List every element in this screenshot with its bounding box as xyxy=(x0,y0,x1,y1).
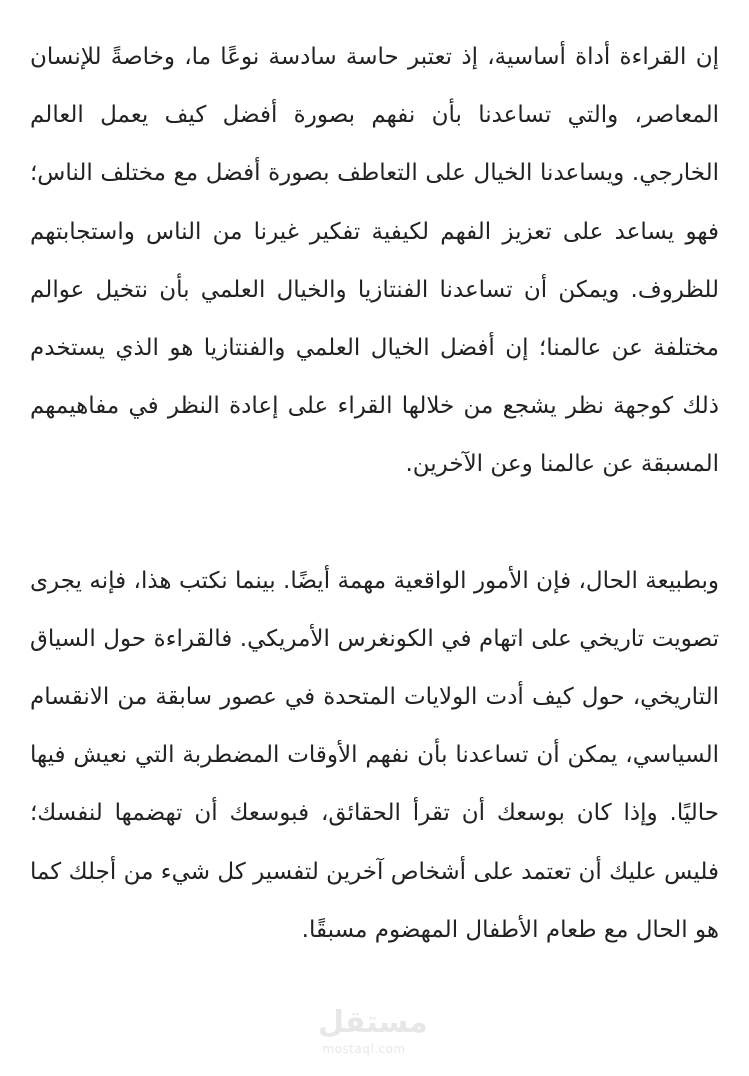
paragraph-1: إن القراءة أداة أساسية، إذ تعتبر حاسة سادسة نوعًا ما، وخاصةً للإنسان المعاصر، والتي تساعدنا بأن نفهم بصورة أفضل كيف يعمل العالم الخارجي. ويساعدنا الخيال على التعاطف بصورة أفضل مع مختلف الناس؛ فهو يساعد على تعزيز الفهم لكيفية تفكير غيرنا من الناس واستجابتهم للظروف. ويمكن أن تساعدنا الفنتازيا والخيال العلمي بأن نتخيل عوالم مختلفة عن عالمنا؛ إن أفضل الخيال العلمي والفنتازيا هو الذي يستخدم ذلك كوجهة نظر يشجع من خلالها القراء على إعادة النظر في مفاهيمهم المسبقة عن عالمنا وعن الآخرين. xyxy=(30,44,719,478)
watermark-main-text: مستقل xyxy=(318,1005,428,1040)
paragraph-2: وبطبيعة الحال، فإن الأمور الواقعية مهمة أيضًا. بينما نكتب هذا، فإنه يجرى تصويت تاريخي على اتهام في الكونغرس الأمريكي. فالقراءة حول السياق التاريخي، حول كيف أدت الولايات المتحدة في عصور سابقة من الانقسام السياسي، يمكن أن تساعدنا بأن نفهم الأوقات المضطربة التي نعيش فيها حاليًا. وإذا كان بوسعك أن تقرأ الحقائق، فبوسعك أن تهضمها لنفسك؛ فليس عليك أن تعتمد على أشخاص آخرين لتفسير كل شيء من أجلك كما هو الحال مع طعام الأطفال المهضوم مسبقًا. xyxy=(30,567,719,943)
watermark-sub-text: mostaql.com xyxy=(322,1042,406,1056)
